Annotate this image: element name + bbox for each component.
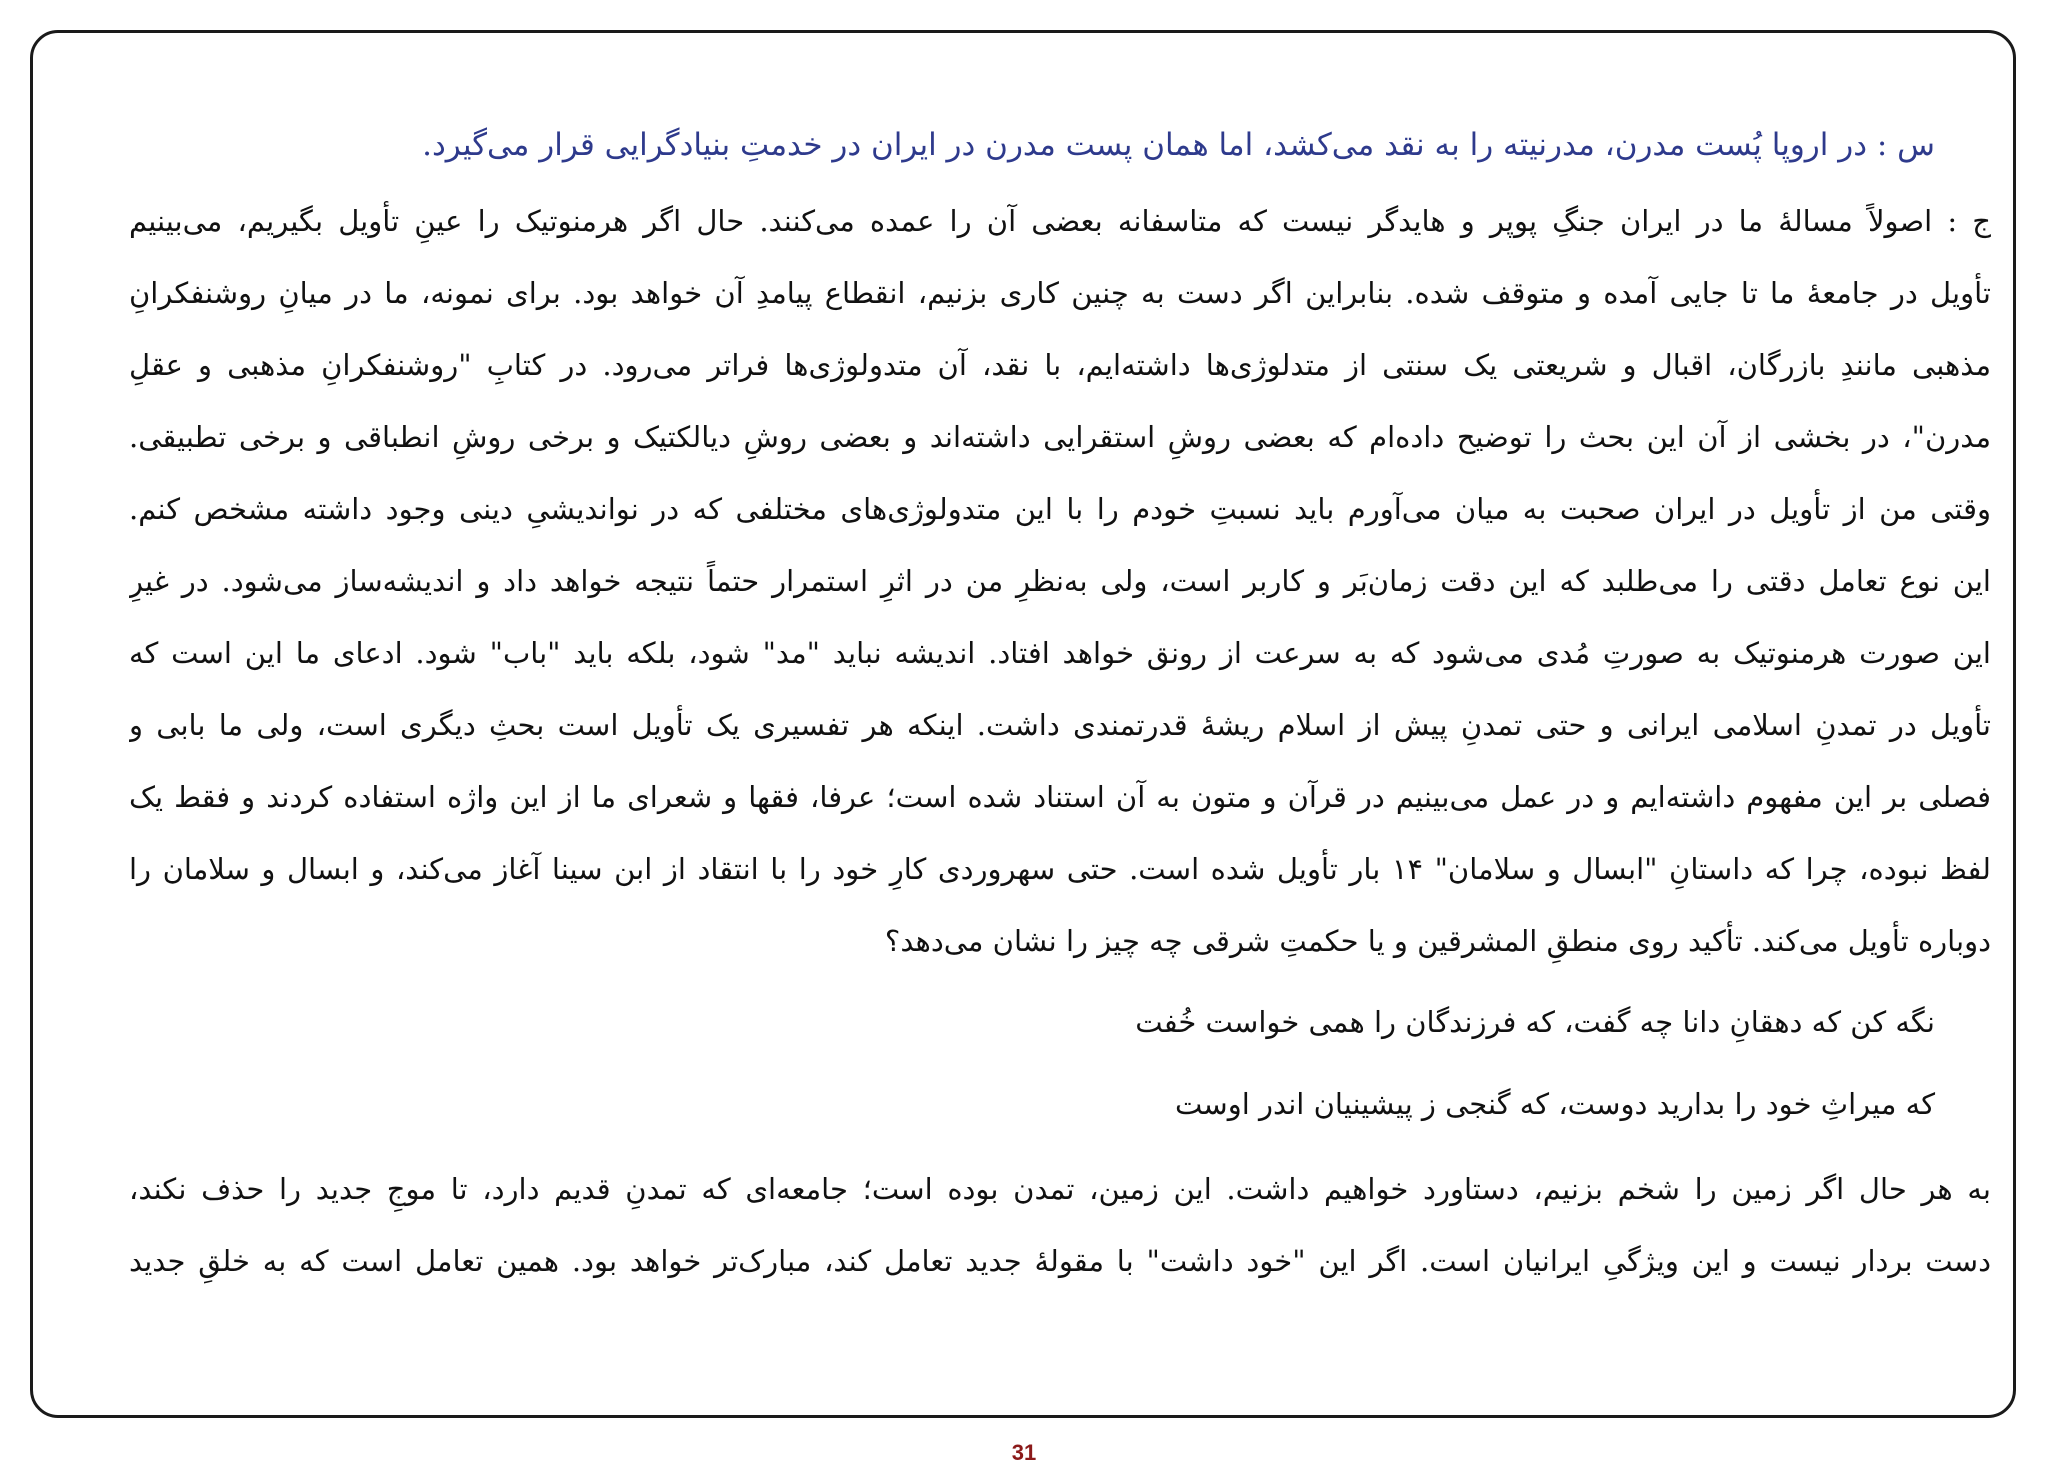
answer-line: این صورت هرمنوتیک به صورتِ مُدی می‌شود که به سرعت از رونق خواهد افتاد. اندیشه نباید "مد" شود، بلکه باید "باب" شود. ادعای ما این است که: [129, 636, 1991, 670]
answer-line: وقتی من از تأویل در ایران صحبت به میان می‌آورم باید نسبتِ خودم را با این متدولوژی‌های مختلفی که در نواندیشیِ دینی وجود داشته مشخص کنم.: [129, 492, 1991, 526]
page-number: 31: [1011, 1440, 1037, 1465]
answer-line: تأویل در جامعهٔ ما تا جایی آمده و متوقف شده. بنابراین اگر دست به چنین کاری بزنیم، انقطاع پیامدِ آن خواهد بود. برای نمونه، ما در میانِ روشنفکرانِ: [129, 276, 1991, 310]
poem-verse: که میراثِ خود را بدارید دوست، که گنجی ز پیشینیان اندر اوست: [1174, 1087, 1935, 1121]
answer-line: مدرن"، در بخشی از آن این بحث را توضیح داده‌ام که بعضی روشِ استقرایی داشته‌اند و بعضی روشِ دیالکتیک و برخی روشِ انطباقی و برخی تطبیقی.: [129, 420, 1991, 454]
answer-line: دوباره تأویل می‌کند. تأکید روی منطقِ المشرقین و یا حکمتِ شرقی چه چیز را نشان می‌دهد؟: [884, 924, 1991, 958]
answer-line: ج : اصولاً مسالهٔ ما در ایران جنگِ پوپر و هایدگر نیست که متاسفانه بعضی آن را عمده می‌کنند. حال اگر هرمنوتیک را عینِ تأویل بگیریم، می‌بینیم: [129, 204, 1991, 238]
answer-line: تأویل در تمدنِ اسلامی ایرانی و حتی تمدنِ پیش از اسلام ریشهٔ قدرتمندی داشت. اینکه هر تفسیری یک تأویل است بحثِ دیگری است، ولی ما بابی و: [129, 708, 1991, 742]
closing-line: به هر حال اگر زمین را شخم بزنیم، دستاورد خواهیم داشت. این زمین، تمدن بوده است؛ جامعه‌ای که تمدنِ قدیم دارد، تا موجِ جدید را حذف نکند،: [129, 1172, 1991, 1206]
closing-paragraph: [129, 1153, 1991, 1297]
poem-verse: نگه کن که دهقانِ دانا چه گفت، که فرزندگان را همی خواست خُفت: [1135, 1005, 1935, 1039]
closing-line: دست بردار نیست و این ویژگیِ ایرانیان است. اگر این "خود داشت" با مقولهٔ جدید تعامل کند، مبارک‌تر خواهد بود. همین تعامل است که به خلقِ جدید: [129, 1244, 1991, 1278]
answer-line: مذهبی مانندِ بازرگان، اقبال و شریعتی یک سنتی از متدلوژی‌ها داشته‌ایم، با نقد، آن متدولوژی‌ها فراتر می‌رود. در کتابِ "روشنفکرانِ مذهبی و عقلِ: [129, 348, 1991, 382]
answer-paragraph: [129, 185, 1991, 977]
answer-line: فصلی بر این مفهوم داشته‌ایم و در عمل می‌بینیم در قرآن و متون به آن استناد شده است؛ عرفا، فقها و شعرای ما از این واژه استفاده کردند و فقط یک: [129, 780, 1991, 814]
answer-line: لفظ نبوده، چرا که داستانِ "ابسال و سلامان" ۱۴ بار تأویل شده است. حتی سهروردی کارِ خود را با انتقاد از ابن سینا آغاز می‌کند، و ابسال و سلامان را: [129, 852, 1991, 886]
article-body: [129, 105, 1991, 1297]
page-frame: [30, 30, 2016, 1418]
answer-line: این نوع تعامل دقتی را می‌طلبد که این دقت زمان‌بَر و کاربر است، ولی به‌نظرِ من در اثرِ استمرار حتماً نتیجه خواهد داد و اندیشه‌ساز می‌شود. در غیرِ: [129, 564, 1991, 598]
question-heading: س : در اروپا پُست مدرن، مدرنیته را به نقد می‌کشد، اما همان پست مدرن در ایران در خدمتِ بنیادگرایی قرار می‌گیرد.: [422, 127, 1935, 163]
poem-block: [129, 981, 1991, 1145]
